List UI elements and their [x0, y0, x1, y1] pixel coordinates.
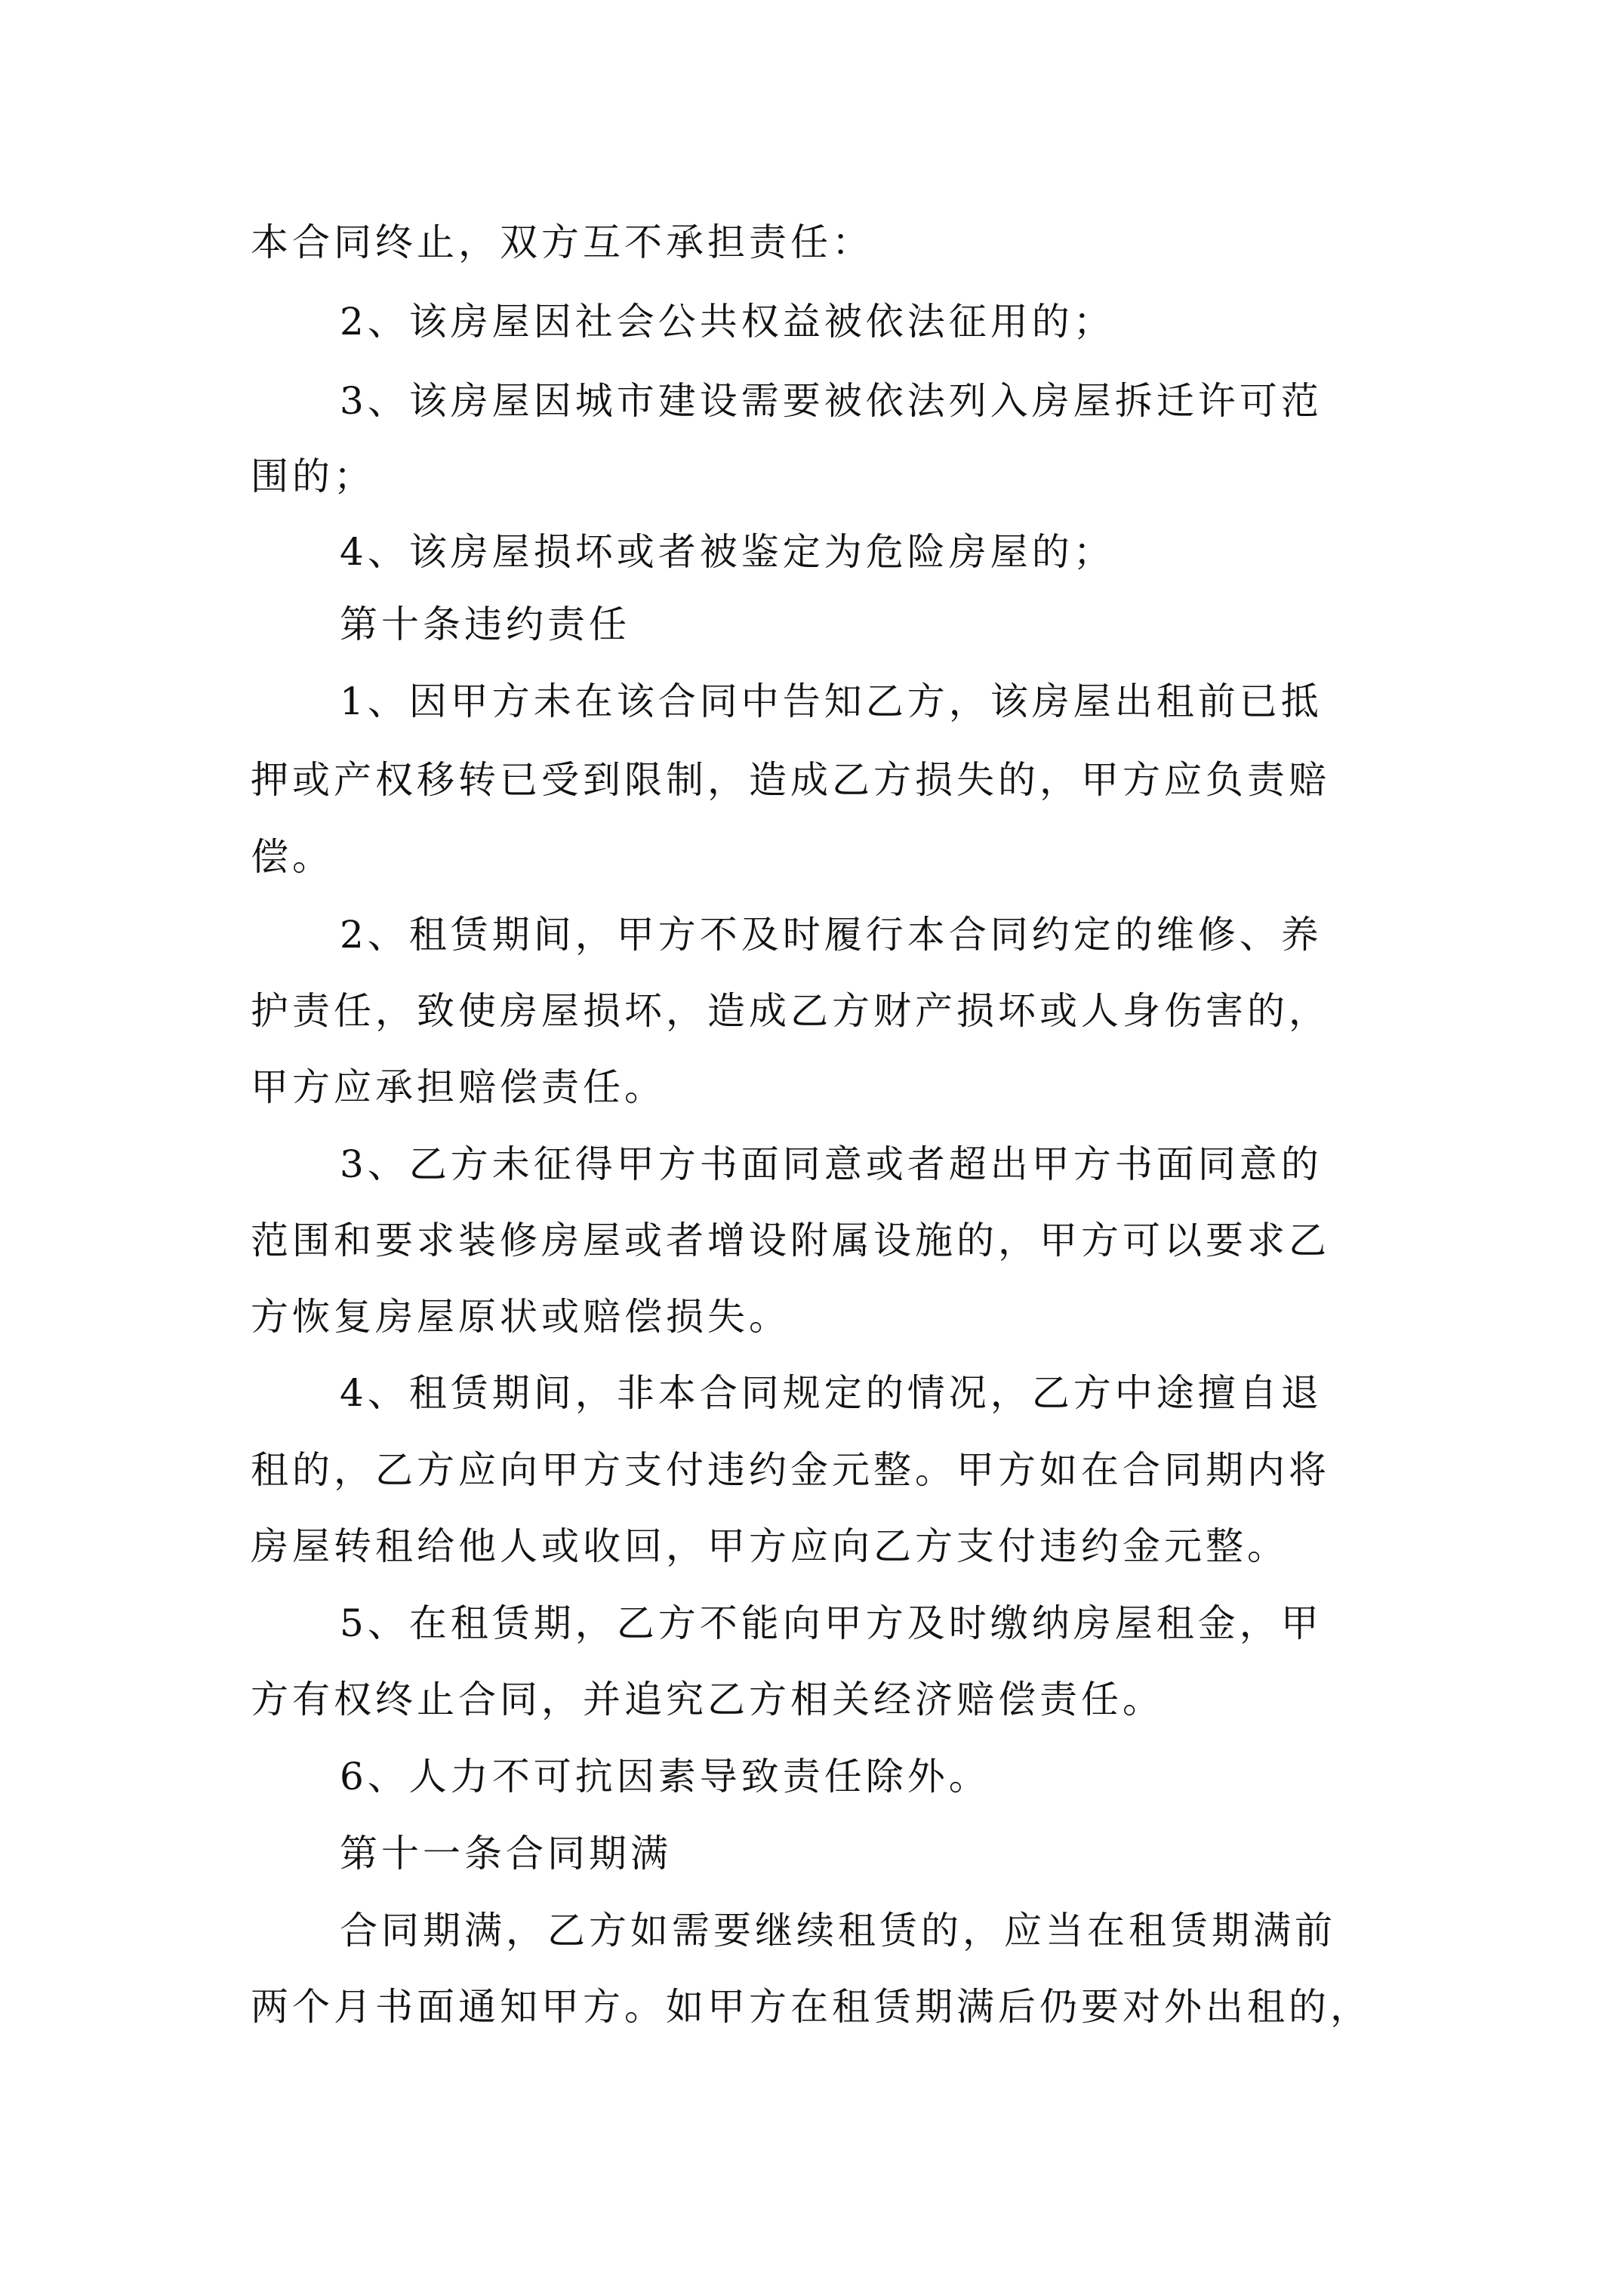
- text-line: 护责任，致使房屋损坏，造成乙方财产损坏或人身伤害的，: [251, 989, 1330, 1033]
- section-heading: 第十一条合同期满: [340, 1832, 672, 1875]
- text-line: 1、因甲方未在该合同中告知乙方，该房屋出租前已抵: [340, 680, 1323, 723]
- text-line: 房屋转租给他人或收回，甲方应向乙方支付违约金元整。: [251, 1524, 1289, 1568]
- text-line: 甲方应承担赔偿责任。: [251, 1065, 666, 1109]
- text-line: 2、租赁期间，甲方不及时履行本合同约定的维修、养: [340, 913, 1323, 957]
- text-line: 4、租赁期间，非本合同规定的情况，乙方中途擅自退: [340, 1371, 1323, 1415]
- text-line: 3、乙方未征得甲方书面同意或者超出甲方书面同意的: [340, 1142, 1323, 1186]
- text-line: 5、在租赁期，乙方不能向甲方及时缴纳房屋租金，甲: [340, 1601, 1323, 1645]
- text-line: 方恢复房屋原状或赔偿损失。: [251, 1295, 790, 1339]
- text-line: 方有权终止合同，并追究乙方相关经济赔偿责任。: [251, 1678, 1164, 1721]
- text-line: 合同期满，乙方如需要继续租赁的，应当在租赁期满前: [340, 1909, 1336, 1952]
- text-line: 2、该房屋因社会公共权益被依法征用的；: [340, 300, 1115, 344]
- text-line: 4、该房屋损坏或者被鉴定为危险房屋的；: [340, 530, 1115, 574]
- text-line: 本合同终止，双方互不承担责任：: [251, 220, 873, 264]
- text-line: 范围和要求装修房屋或者增设附属设施的，甲方可以要求乙: [251, 1219, 1330, 1262]
- text-line: 租的，乙方应向甲方支付违约金元整。甲方如在合同期内将: [251, 1448, 1330, 1492]
- text-line: 押或产权移转已受到限制，造成乙方损失的，甲方应负责赔: [251, 758, 1330, 802]
- section-heading: 第十条违约责任: [340, 603, 630, 646]
- text-line: 两个月书面通知甲方。如甲方在租赁期满后仍要对外出租的，: [251, 1985, 1372, 2029]
- text-line: 围的；: [251, 455, 375, 498]
- text-line: 偿。: [251, 835, 334, 879]
- text-line: 3、该房屋因城市建设需要被依法列入房屋拆迁许可范: [340, 379, 1323, 423]
- text-line: 6、人力不可抗因素导致责任除外。: [340, 1755, 990, 1798]
